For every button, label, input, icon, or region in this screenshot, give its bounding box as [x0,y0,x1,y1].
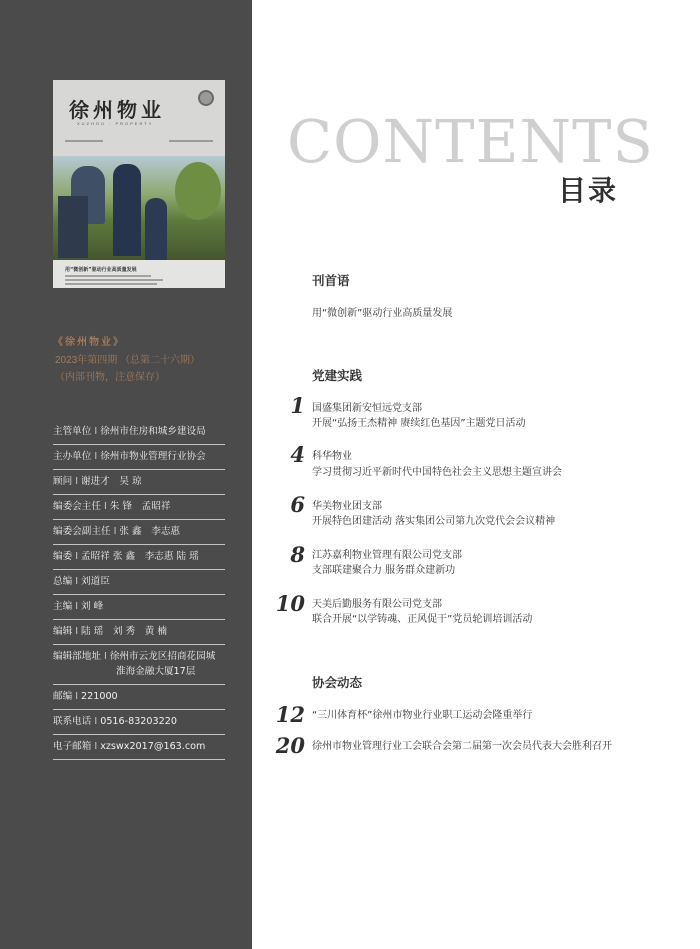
masthead-separator: I [103,651,107,662]
cover-caption: 用“微创新”驱动行业高质量发展 [65,267,137,273]
toc-entry-line1[interactable]: 科华物业 [312,451,352,462]
masthead-value: 221000 [81,691,118,702]
masthead-value: 徐州市云龙区招商花园城 [109,651,216,662]
masthead-label: 电子邮箱 [53,741,92,752]
toc-entry-line2[interactable]: 联合开展“以学铸魂、正风促干”党员轮训培训活动 [312,614,533,625]
masthead-row-sponsor [53,445,225,470]
masthead-value: 张 鑫 李志惠 [119,526,181,537]
masthead-label: 编委会副主任 [53,526,111,537]
issue-number: 2023年第四期 （总第二十六期） [55,355,201,366]
toc-entry-line2[interactable]: 学习贯彻习近平新时代中国特色社会主义思想主题宣讲会 [312,467,562,478]
mulu-heading: 目录 [558,174,619,207]
seal-icon [198,90,214,106]
toc-entry-foreword[interactable]: 用“微创新”驱动行业高质量发展 [312,308,453,319]
masthead-value: 朱 锋 孟昭祥 [109,501,171,512]
masthead-row-advisor [53,470,225,495]
toc-entry-line1[interactable]: 华美物业团支部 [312,501,382,512]
cover-photo [53,156,225,260]
issue-title: 《徐州物业》 [53,337,125,348]
masthead-separator: I [75,691,79,702]
masthead-value: 谢进才 吴 琼 [81,476,142,487]
masthead-separator: I [75,601,79,612]
toc-entry-line1[interactable]: 天美后勤服务有限公司党支部 [312,599,442,610]
masthead-label: 邮编 [53,691,73,702]
toc-entry-line2[interactable]: 开展特色团建活动 落实集团公司第九次党代会会议精神 [312,516,556,527]
masthead-separator: I [94,741,98,752]
cover-subtitle: XUZHOU · PROPERTY [77,121,154,126]
masthead-label: 联系电话 [53,716,92,727]
toc-page-number: 10 [275,591,305,616]
section-title-association: 协会动态 [312,675,363,690]
cover-decor-line [169,140,213,142]
masthead-row-editors [53,620,225,645]
masthead-label: 主编 [53,601,73,612]
cover-text-line [65,279,163,281]
masthead-row-phone [53,710,225,735]
masthead-row-postcode [53,685,225,710]
masthead-separator: I [75,476,79,487]
masthead-label: 编委会主任 [53,501,101,512]
cover-photo-board [58,196,88,258]
toc-page-number: 6 [290,492,305,517]
masthead-row-board-members [53,545,225,570]
toc-entry-line1[interactable]: 国盛集团新安恒远党支部 [312,403,422,414]
masthead-separator: I [103,501,107,512]
masthead-separator: I [94,716,98,727]
masthead-value: 0516-83203220 [100,716,177,727]
toc-entry-line2[interactable]: 支部联建聚合力 服务群众建新功 [312,565,456,576]
masthead-row-email [53,735,225,760]
masthead-separator: I [113,526,117,537]
masthead-value: xzswx2017@163.com [100,741,206,752]
masthead-value: 徐州市住房和城乡建设局 [100,426,206,437]
cover-title: 徐州物业 [69,98,165,122]
masthead-separator: I [94,451,98,462]
contents-heading: CONTENTS [287,107,654,176]
toc-page-number: 8 [290,542,305,567]
masthead-separator: I [75,576,79,587]
masthead-value: 刘道臣 [81,576,110,587]
section-title-foreword: 刊首语 [312,273,350,288]
toc-entry-line1[interactable]: 江苏嘉利物业管理有限公司党支部 [312,550,462,561]
cover-text-line [65,283,157,285]
masthead-row-address [53,645,225,685]
masthead-label: 顾问 [53,476,73,487]
cover-photo-person [145,198,167,260]
cover-photo-person [113,164,141,256]
masthead-row-supervisor [53,420,225,445]
masthead-row-board-chair [53,495,225,520]
masthead-row-editor-in-charge [53,595,225,620]
toc-page-number: 12 [275,702,305,727]
cover-photo-tree [175,162,221,220]
masthead-label: 主管单位 [53,426,92,437]
masthead-separator: I [75,551,79,562]
toc-entry-line2[interactable]: 开展“弘扬王杰精神 赓续红色基因”主题党日活动 [312,418,526,429]
masthead-value: 刘 峰 [81,601,104,612]
section-title-party: 党建实践 [312,368,363,383]
toc-page-number: 20 [275,733,305,758]
sidebar [0,0,252,949]
masthead-label: 主办单位 [53,451,92,462]
masthead-label: 总编 [53,576,73,587]
toc-entry-line1[interactable]: 徐州市物业管理行业工会联合会第二届第一次会员代表大会胜利召开 [312,741,612,752]
toc-page-number: 4 [290,442,305,467]
masthead-value: 孟昭祥 张 鑫 李志惠 陆 瑶 [81,551,199,562]
masthead-separator: I [94,426,98,437]
masthead [53,420,225,760]
masthead-row-chief-editor [53,570,225,595]
magazine-cover-image [53,80,225,288]
masthead-label: 编辑 [53,626,73,637]
masthead-separator: I [75,626,79,637]
masthead-row-board-vice-chair [53,520,225,545]
masthead-value-line2: 淮海金融大厦17层 [116,666,196,677]
masthead-label: 编委 [53,551,73,562]
cover-text-line [65,275,151,277]
masthead-label: 编辑部地址 [53,651,101,662]
cover-decor-line [65,140,103,142]
masthead-value: 徐州市物业管理行业协会 [100,451,206,462]
cover-header [53,80,225,156]
toc-entry-line1[interactable]: “三川体育杯”徐州市物业行业职工运动会隆重举行 [312,710,533,721]
masthead-value: 陆 瑶 刘 秀 黄 楠 [81,626,167,637]
toc-page-number: 1 [290,393,305,418]
issue-note: （内部刊物，注意保存） [55,372,165,383]
